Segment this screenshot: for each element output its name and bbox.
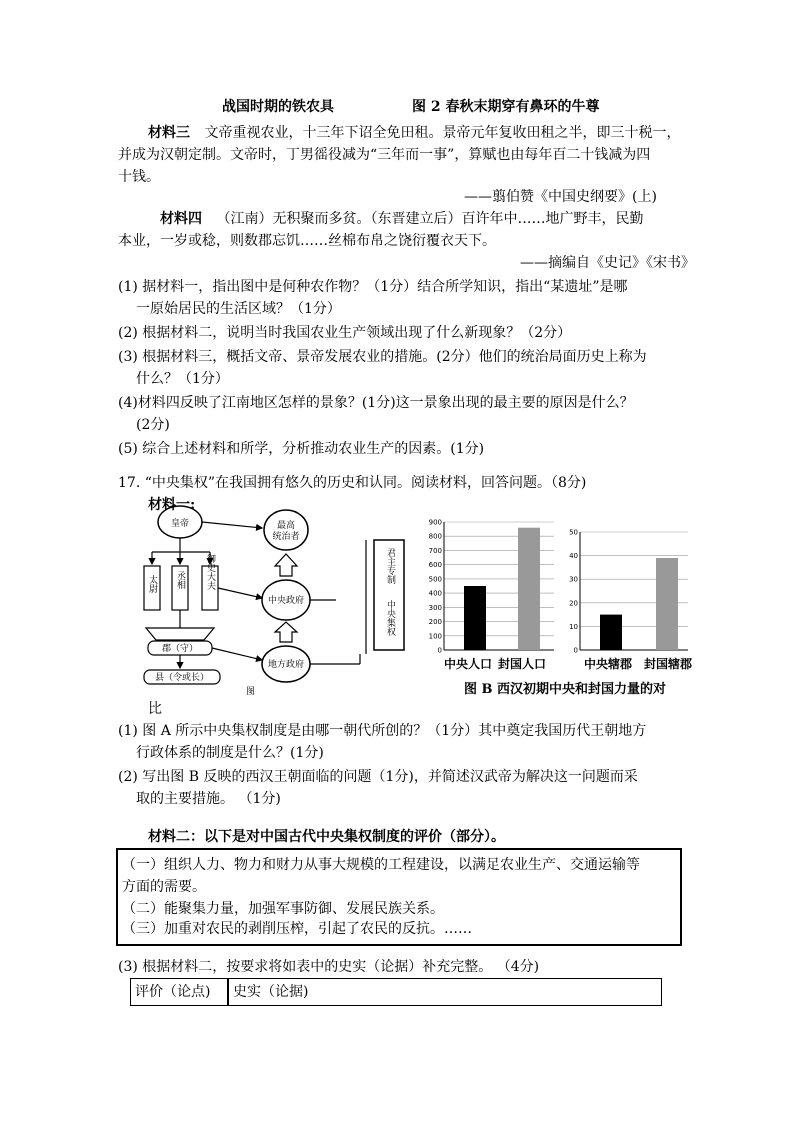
table-header-argument: 评价（论点)	[135, 984, 211, 1000]
side-label-top: 君主专制	[385, 548, 395, 584]
fig-b-caption: 图 B 西汉初期中央和封国力量的对	[464, 682, 667, 697]
q16-1-line1: (1) 据材料一，指出图中是何种农作物？（1分）结合所学知识，指出“某遗址”是哪	[118, 279, 628, 295]
evaluation-3: （三）加重对农民的剥削压榨，引起了农民的反抗。……	[122, 921, 472, 937]
material3-label: 材料三	[148, 125, 190, 141]
up-arrow-bottom	[275, 622, 297, 642]
q16-4-line1: (4)材料四反映了江南地区怎样的景象？(1分)这一景象出现的最主要的原因是什么？	[118, 395, 634, 411]
funnel-shape	[146, 628, 214, 640]
chengxiang-label: 丞相	[175, 571, 185, 589]
y-tick-label: 500	[428, 575, 442, 584]
q16-1-line2: 一原始居民的生活区域？（1分）	[136, 301, 341, 317]
diagram-svg	[128, 504, 410, 696]
q16-3-line2: 什么？（1分）	[136, 371, 229, 387]
y-tick-label: 300	[428, 603, 442, 612]
supreme-label: 最高	[276, 521, 296, 531]
material4-source: ——摘编自《史记》《宋书》	[520, 255, 695, 271]
table-header-evidence: 史实（论据)	[233, 984, 309, 1000]
side-label-bottom: 中央集权	[385, 600, 395, 636]
bar-1-1	[464, 586, 486, 650]
q16-3-line1: (3) 根据材料三，概括文帝、景帝发展农业的措施。(2分）他们的统治局面历史上称为	[118, 349, 647, 365]
xian-label: 县（令或长）	[154, 673, 210, 683]
y-tick-label: 700	[428, 546, 442, 555]
chart-b-svg	[424, 512, 700, 690]
fig-a-label: 图	[246, 687, 256, 696]
supreme-label-2: 统治者	[272, 532, 300, 542]
q17-stem: 17. “中央集权”在我国拥有悠久的历史和认同。阅读材料，回答问题。（8分)	[118, 475, 587, 491]
y-tick-label: 0	[573, 646, 578, 655]
material3-line3: 十钱。	[118, 169, 160, 185]
y-tick-label: 40	[569, 552, 578, 561]
y-tick-label: 100	[428, 632, 442, 641]
material1-label: 材料一:	[148, 497, 196, 513]
emperor-label: 皇帝	[170, 519, 190, 529]
central-label: 中央政府	[267, 596, 305, 606]
q17-1-line1: (1) 图 A 所示中央集权制度是由哪一朝代所创的？（1分）其中奠定我国历代王朝地方	[118, 723, 647, 739]
material3-line2: 并成为汉朝定制。文帝时，丁男徭役减为“三年而一事”，算赋也由每年百二十钱减为四	[118, 147, 651, 163]
category-label: 封国人口	[497, 657, 547, 671]
material4-label: 材料四	[160, 211, 202, 227]
central-power-diagram	[128, 504, 410, 696]
y-tick-label: 900	[428, 518, 442, 527]
evaluation-2: （二）能聚集力量，加强军事防御、发展民族关系。	[122, 901, 444, 917]
bar-1-2	[518, 528, 540, 650]
material3-line1	[148, 122, 680, 144]
q17-2-line2: 取的主要措施。 （1分)	[136, 791, 281, 807]
y-tick-label: 30	[569, 575, 578, 584]
q16-5: (5) 综合上述材料和所学，分析推动农业生产的因素。(1分)	[118, 441, 485, 457]
table-divider	[227, 979, 229, 1005]
y-tick-label: 20	[569, 599, 578, 608]
taiwei-label: 太尉	[147, 575, 157, 593]
material3-source: ——翦伯赞《中国史纲要》(上)	[464, 189, 657, 205]
local-label: 地方政府	[267, 660, 305, 670]
caption-iron-tools: 战国时期的铁农具	[222, 99, 334, 115]
answer-table	[130, 978, 662, 1006]
chart-b	[424, 512, 700, 690]
y-tick-label: 800	[428, 532, 442, 541]
y-tick-label: 50	[569, 528, 578, 537]
caption-continuation: 比	[148, 701, 162, 717]
q17-3: (3) 根据材料二，按要求将如表中的史实（论据）补充完整。 （4分)	[118, 959, 540, 975]
material4-line1	[160, 208, 643, 230]
material4-line2: 本业，一岁或稔，则数郡忘饥……丝棉布帛之饶衍覆衣天下。	[118, 233, 496, 249]
evaluation-box	[116, 848, 682, 946]
bar-2-1	[600, 615, 622, 650]
y-tick-label: 200	[428, 618, 442, 627]
material4-text1: （江南）无积聚而多贫。（东晋建立后）百许年中……地广野丰，民勤	[216, 211, 644, 227]
category-label: 封国辖郡	[643, 657, 693, 671]
evaluation-1: （一）组织人力、物力和财力从事大规模的工程建设，以满足农业生产、交通运输等	[122, 857, 640, 873]
jun-label: 郡（守）	[161, 644, 199, 654]
evaluation-1-cont: 方面的需要。	[122, 879, 206, 895]
category-label: 中央人口	[443, 657, 493, 671]
yushi-label: 御史大夫	[205, 554, 215, 590]
material2-intro: 材料二：以下是对中国古代中央集权制度的评价（部分）。	[148, 829, 505, 845]
up-arrow-top	[275, 554, 297, 576]
bar-2-2	[656, 558, 678, 650]
caption-ox-zun: 图 2 春秋末期穿有鼻环的牛尊	[412, 99, 600, 115]
y-tick-label: 600	[428, 561, 442, 570]
q17-1-line2: 行政体系的制度是什么？(1分)	[136, 745, 324, 761]
q16-2: (2) 根据材料二，说明当时我国农业生产领域出现了什么新现象？（2分）	[118, 325, 572, 341]
q16-4-line2: (2分)	[136, 417, 170, 433]
y-tick-label: 10	[569, 622, 578, 631]
category-label: 中央辖郡	[583, 657, 633, 671]
y-tick-label: 0	[437, 646, 442, 655]
q17-2-line1: (2) 写出图 B 反映的西汉王朝面临的问题（1分)，并简述汉武帝为解决这一问题而采	[118, 769, 638, 785]
material3-text1: 文帝重视农业，十三年下诏全免田租。景帝元年复收田租之半，即三十税一，	[204, 125, 681, 141]
y-tick-label: 400	[428, 589, 442, 598]
